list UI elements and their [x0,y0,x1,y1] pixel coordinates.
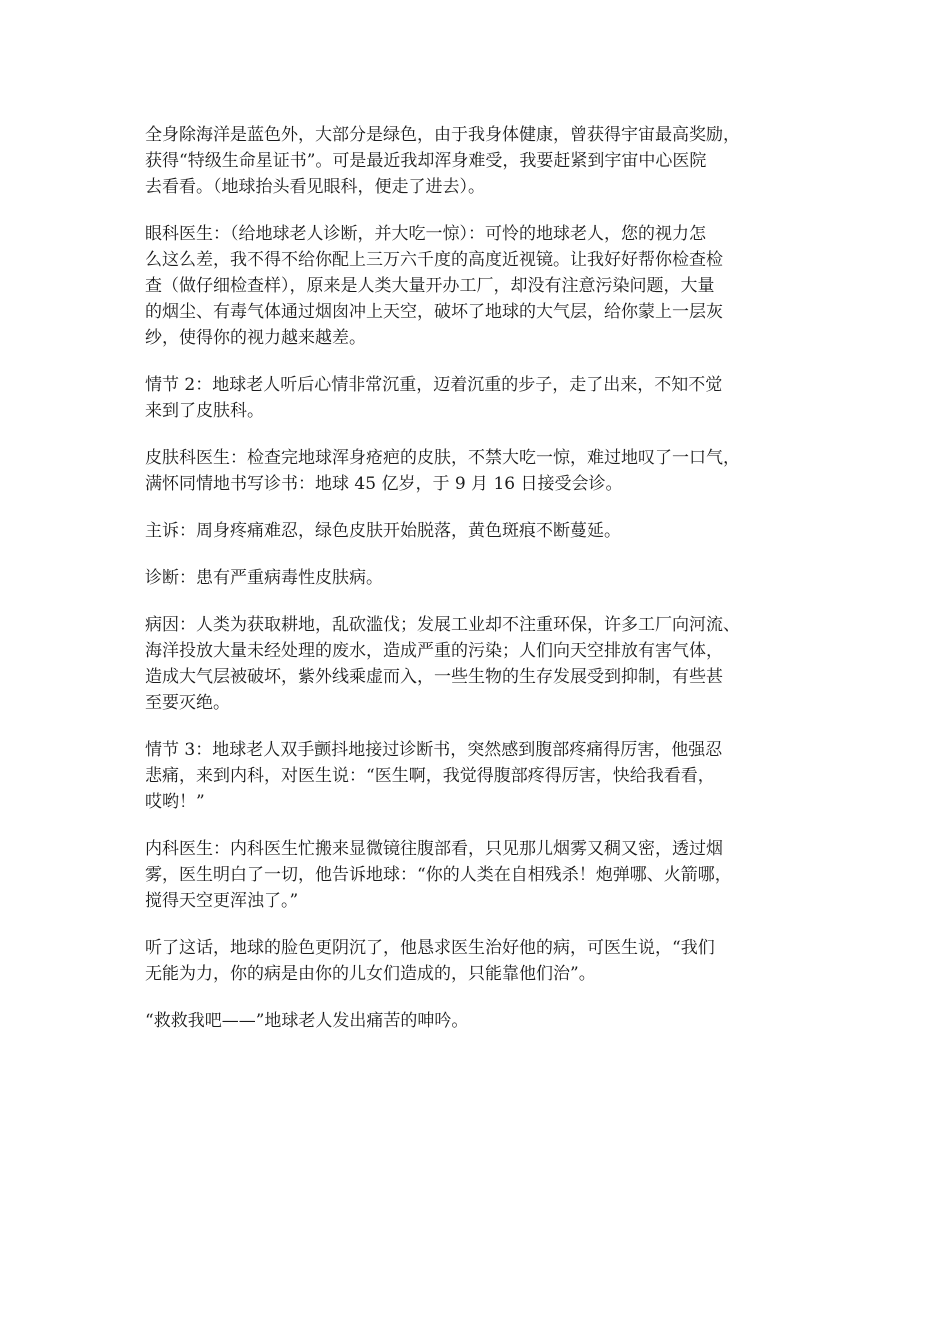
text-line: 满怀同情地书写诊书：地球 45 亿岁，于 9 月 16 日接受会诊。 [145,474,623,494]
text-line: 全身除海洋是蓝色外，大部分是绿色，由于我身体健康，曾获得宇宙最高奖励， [145,125,740,145]
text-line: 至要灭绝。 [145,693,230,713]
text-line: 诊断：患有严重病毒性皮肤病。 [145,568,383,588]
text-line: 去看看。（地球抬头看见眼科，便走了进去）。 [145,177,485,197]
text-line: 眼科医生：（给地球老人诊断，并大吃一惊）：可怜的地球老人，您的视力怎 [145,224,706,244]
text-line: 查（做仔细检查样），原来是人类大量开办工厂，却没有注意污染问题，大量 [145,276,715,296]
text-line: 雾，医生明白了一切，他告诉地球：“你的人类在自相残杀！炮弹哪、火箭哪， [145,865,732,885]
text-line: 皮肤科医生：检查完地球浑身疮疤的皮肤，不禁大吃一惊，难过地叹了一口气， [145,448,740,468]
paragraph-cause [145,612,815,716]
text-line: 哎哟！” [145,792,205,812]
paragraph-plot-2 [145,372,815,424]
text-line: 海洋投放大量未经处理的废水，造成严重的污染；人们向天空排放有害气体， [145,641,723,661]
paragraph-doctor-reply [145,935,815,987]
paragraph-dermatologist [145,445,815,497]
paragraph-complaint [145,518,815,544]
text-line: 听了这话，地球的脸色更阴沉了，他恳求医生治好他的病，可医生说，“我们 [145,938,715,958]
text-line: 悲痛，来到内科，对医生说：“医生啊，我觉得腹部疼得厉害，快给我看看， [145,766,715,786]
text-line: 获得“特级生命星证书”。可是最近我却浑身难受，我要赶紧到宇宙中心医院 [145,151,707,171]
text-line: 纱，使得你的视力越来越差。 [145,328,366,348]
paragraph-eye-doctor [145,221,815,351]
document-body [145,122,815,1055]
paragraph-earth-plea [145,1008,815,1034]
paragraph-internist [145,836,815,914]
text-line: 造成大气层被破坏，紫外线乘虚而入，一些生物的生存发展受到抑制，有些甚 [145,667,723,687]
text-line: 情节 3：地球老人双手颤抖地接过诊断书，突然感到腹部疼痛得厉害，他强忍 [145,740,723,760]
text-line: “救救我吧——”地球老人发出痛苦的呻吟。 [145,1011,469,1031]
text-line: 主诉：周身疼痛难忍，绿色皮肤开始脱落，黄色斑痕不断蔓延。 [145,521,621,541]
paragraph-diagnosis [145,565,815,591]
text-line: 来到了皮肤科。 [145,401,264,421]
text-line: 病因：人类为获取耕地，乱砍滥伐；发展工业却不注重环保，许多工厂向河流、 [145,615,740,635]
text-line: 内科医生：内科医生忙搬来显微镜往腹部看，只见那儿烟雾又稠又密，透过烟 [145,839,723,859]
text-line: 么这么差，我不得不给你配上三万六千度的高度近视镜。让我好好帮你检查检 [145,250,723,270]
text-line: 的烟尘、有毒气体通过烟囱冲上天空，破坏了地球的大气层，给你蒙上一层灰 [145,302,723,322]
text-line: 无能为力，你的病是由你的儿女们造成的，只能靠他们治”。 [145,964,596,984]
paragraph-plot-3 [145,737,815,815]
text-line: 搅得天空更浑浊了。” [145,891,299,911]
paragraph-planet-description [145,122,815,200]
text-line: 情节 2：地球老人听后心情非常沉重，迈着沉重的步子，走了出来，不知不觉 [145,375,723,395]
